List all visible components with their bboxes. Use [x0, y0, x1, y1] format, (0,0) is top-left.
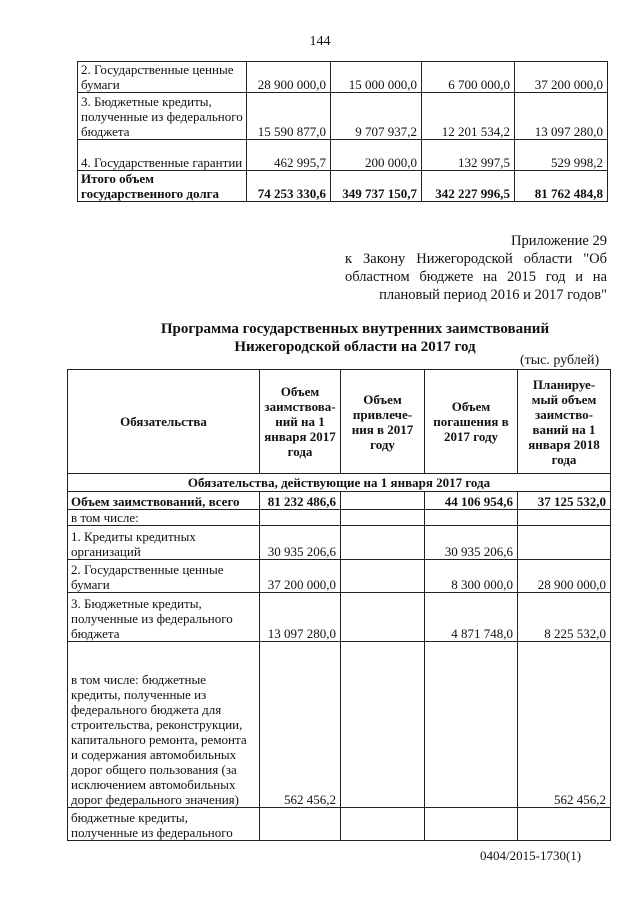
cell-value: 8 300 000,0 [425, 560, 518, 593]
cell-value: 30 935 206,6 [260, 526, 341, 560]
cell-value: 37 200 000,0 [515, 62, 608, 93]
cell-value: 562 456,2 [260, 642, 341, 808]
appendix-line: к Закону Нижегородской области "Об [345, 251, 607, 267]
cell-value: 13 097 280,0 [515, 93, 608, 140]
table-row [68, 510, 611, 526]
cell-value [341, 642, 425, 808]
cell-value: 28 900 000,0 [247, 62, 331, 93]
table-row [68, 808, 611, 841]
appendix-number: Приложение 29 [511, 233, 607, 249]
row-label: 2. Государственные ценные бумаги [78, 62, 247, 93]
cell-value: 44 106 954,6 [425, 492, 518, 510]
cell-value: 562 456,2 [518, 642, 611, 808]
row-label: 3. Бюджетные кредиты, полученные из федерального бюджета [68, 593, 260, 642]
cell-value: 342 227 996,5 [422, 171, 515, 202]
row-label: Объем заимствований, всего [68, 492, 260, 510]
header-repayment: Объем погашения в 2017 году [425, 370, 518, 474]
header-planned-volume: Планируе-мый объем заимство-ваний на 1 января 2018 года [518, 370, 611, 474]
row-label: 4. Государственные гарантии [78, 140, 247, 171]
cell-value: 200 000,0 [331, 140, 422, 171]
cell-value: 529 998,2 [515, 140, 608, 171]
cell-value: 74 253 330,6 [247, 171, 331, 202]
title-line: Программа государственных внутренних заимствований [160, 321, 550, 337]
appendix-line: областном бюджете на 2015 год и на [345, 269, 607, 285]
cell-value [518, 808, 611, 841]
table-row [78, 93, 608, 140]
table-row [68, 526, 611, 560]
cell-value: 6 700 000,0 [422, 62, 515, 93]
cell-value [518, 526, 611, 560]
table-header-row [68, 370, 611, 474]
table-row [68, 642, 611, 808]
cell-value: 12 201 534,2 [422, 93, 515, 140]
borrowing-program-table [67, 369, 611, 841]
cell-value [425, 642, 518, 808]
section-title: Обязательства, действующие на 1 января 2017 года [68, 474, 611, 492]
cell-value [260, 808, 341, 841]
cell-value: 8 225 532,0 [518, 593, 611, 642]
cell-value [341, 526, 425, 560]
table-row [68, 560, 611, 593]
cell-value [260, 510, 341, 526]
cell-value: 15 000 000,0 [331, 62, 422, 93]
cell-value [341, 808, 425, 841]
cell-value: 132 997,5 [422, 140, 515, 171]
table-row-total [78, 171, 608, 202]
program-title [60, 320, 640, 356]
cell-value [341, 593, 425, 642]
row-label: в том числе: бюджетные кредиты, полученные из федерального бюджета для строительства, реконструкции, капитального ремонта, ремонта и содержания автомобильных дорог общего пользования (за исключением автомобильных дорог федерального значения) [68, 642, 260, 808]
cell-value: 13 097 280,0 [260, 593, 341, 642]
debt-table-continued [77, 61, 608, 202]
appendix-line: плановый период 2016 и 2017 годов" [379, 287, 607, 303]
row-label: 1. Кредиты кредитных организаций [68, 526, 260, 560]
cell-value [425, 510, 518, 526]
cell-value: 349 737 150,7 [331, 171, 422, 202]
page-number: 144 [309, 34, 331, 49]
cell-value: 37 200 000,0 [260, 560, 341, 593]
table-row [78, 140, 608, 171]
cell-value [341, 560, 425, 593]
cell-value [341, 492, 425, 510]
section-row [68, 474, 611, 492]
table-row [68, 593, 611, 642]
cell-value: 15 590 877,0 [247, 93, 331, 140]
units-label: (тыс. рублей) [520, 353, 600, 368]
title-line: Нижегородской области на 2017 год [234, 339, 476, 355]
cell-value: 37 125 532,0 [518, 492, 611, 510]
cell-value: 81 762 484,8 [515, 171, 608, 202]
header-attraction: Объем привлече-ния в 2017 году [341, 370, 425, 474]
row-label: Итого объем государственного долга [78, 171, 247, 202]
table-row-total [68, 492, 611, 510]
row-label: 3. Бюджетные кредиты, полученные из федерального бюджета [78, 93, 247, 140]
cell-value [341, 510, 425, 526]
cell-value: 9 707 937,2 [331, 93, 422, 140]
document-code: 0404/2015-1730(1) [480, 848, 582, 863]
cell-value: 30 935 206,6 [425, 526, 518, 560]
header-volume-start: Объем заимствова-ний на 1 января 2017 года [260, 370, 341, 474]
header-obligations: Обязательства [68, 370, 260, 474]
cell-value [425, 808, 518, 841]
cell-value: 4 871 748,0 [425, 593, 518, 642]
table-row [78, 62, 608, 93]
row-label: 2. Государственные ценные бумаги [68, 560, 260, 593]
cell-value: 28 900 000,0 [518, 560, 611, 593]
cell-value: 462 995,7 [247, 140, 331, 171]
row-label: бюджетные кредиты, полученные из федерального [68, 808, 260, 841]
row-label: в том числе: [68, 510, 260, 526]
cell-value: 81 232 486,6 [260, 492, 341, 510]
cell-value [518, 510, 611, 526]
appendix-note [345, 232, 607, 304]
